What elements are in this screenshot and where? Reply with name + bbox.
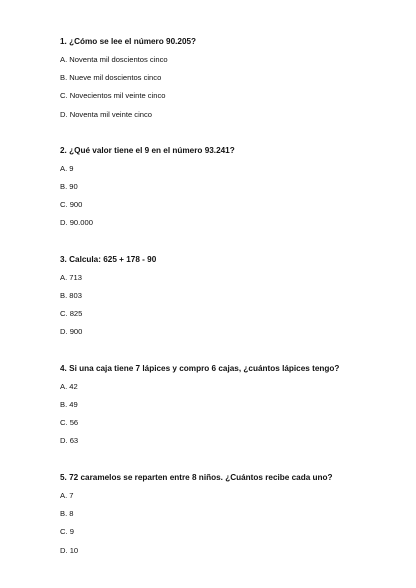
question-5-option-d: D. 10	[60, 546, 79, 555]
question-1-option-b: B. Nueve mil doscientos cinco	[60, 73, 162, 82]
question-4-option-d: D. 63	[60, 436, 79, 445]
question-3-option-b: B. 803	[60, 291, 82, 300]
question-5-title: 5. 72 caramelos se reparten entre 8 niños. ¿Cuántos recibe cada uno?	[60, 473, 333, 482]
question-4-option-a: A. 42	[60, 382, 78, 391]
question-2-option-a: A. 9	[60, 164, 74, 173]
question-2-option-c: C. 900	[60, 200, 83, 209]
question-2-option-d: D. 90.000	[60, 218, 93, 227]
question-1	[60, 36, 400, 119]
question-5	[60, 472, 400, 555]
question-2-title: 2. ¿Qué valor tiene el 9 en el número 93.241?	[60, 146, 235, 155]
question-1-option-c: C. Novecientos mil veinte cinco	[60, 91, 166, 100]
question-5-option-a: A. 7	[60, 491, 74, 500]
question-3	[60, 254, 400, 336]
question-2	[60, 145, 400, 227]
question-5-option-b: B. 8	[60, 509, 74, 518]
question-3-title: 3. Calcula: 625 + 178 - 90	[60, 255, 157, 264]
question-3-option-c: C. 825	[60, 309, 83, 318]
question-3-option-a: A. 713	[60, 273, 82, 282]
question-5-option-c: C. 9	[60, 527, 74, 536]
question-1-title: 1. ¿Cómo se lee el número 90.205?	[60, 37, 197, 46]
question-4	[60, 363, 400, 445]
question-1-option-a: A. Noventa mil doscientos cinco	[60, 55, 168, 64]
question-2-option-b: B. 90	[60, 182, 78, 191]
question-3-option-d: D. 900	[60, 327, 83, 336]
question-4-option-b: B. 49	[60, 400, 78, 409]
question-4-option-c: C. 56	[60, 418, 79, 427]
question-1-option-d: D. Noventa mil veinte cinco	[60, 110, 153, 119]
question-4-title: 4. Si una caja tiene 7 lápices y compro 6 cajas, ¿cuántos lápices tengo?	[60, 364, 340, 373]
